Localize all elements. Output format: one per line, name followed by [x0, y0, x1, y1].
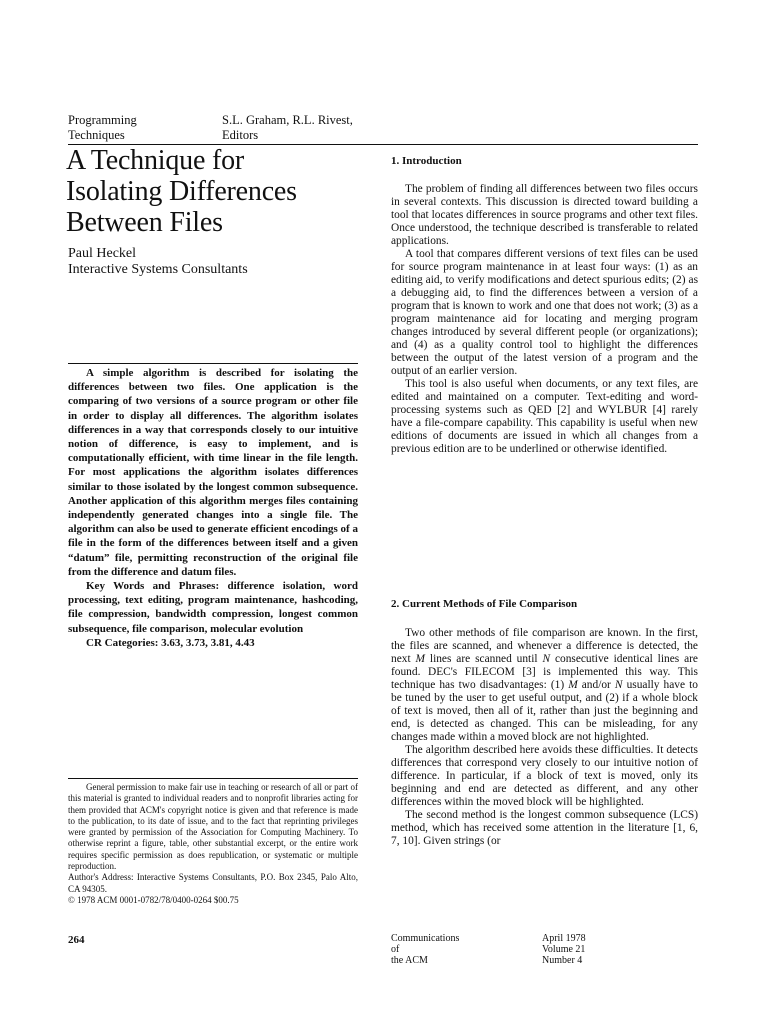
section-line-1: Programming — [68, 113, 137, 127]
issue-date: April 1978 — [542, 933, 586, 944]
intro-paragraph-1: The problem of finding all differences between two files occurs in several contexts. This discussion is directed toward building a tool that locates differences in source programs and other text files. Once understood, the technique described is transferable to related applications. — [391, 183, 698, 247]
page-title — [66, 145, 386, 238]
journal-line-3: the ACM — [391, 955, 428, 966]
journal-name — [391, 933, 459, 966]
intro-paragraph-2: A tool that compares different versions of text files can be used for source program maintenance in at least four ways: (1) as an editing aid, to verify modifications and detect spurious edits; (2) as a debugging aid, to find the differences between a version of a program that is known to work and one that does not work; (3) as a program maintenance aid for locating and merging program changes introduced by several different people (or organizations); and (4) as a quality control tool to highlight the differences between the output of the latest version of a program and the output of an earlier version. — [391, 248, 698, 377]
section-label — [68, 113, 137, 143]
author-block — [68, 246, 248, 278]
author-address: Author's Address: Interactive Systems Consultants, P.O. Box 2345, Palo Alto, CA 94305. — [68, 872, 358, 894]
notice-rule — [68, 778, 358, 779]
copyright-line: © 1978 ACM 0001-0782/78/0400-0264 $00.75 — [68, 894, 239, 905]
permission-text: General permission to make fair use in teaching or research of all or part of this material is granted to individual readers and to nonprofit libraries acting for them provided that ACM's copyright notice is given and that reference is made to the publication, to its date of issue, and to the fact that reprinting privileges were granted by permission of the Association for Computing Machinery. To otherwise reprint a figure, table, other substantial excerpt, or the entire work requires specific permission as does republication, or systematic or multiple reproduction. — [68, 782, 358, 872]
journal-line-1: Communications — [391, 933, 460, 944]
issue-volume: Volume 21 — [542, 944, 586, 955]
section-line-2: Techniques — [68, 128, 125, 142]
permission-notice — [68, 782, 358, 906]
keywords: Key Words and Phrases: difference isolation, word processing, text editing, program maintenance, hashcoding, file compression, bandwidth compression, longest common subsequence, file comparison, molecular evolution — [68, 580, 358, 635]
page-number: 264 — [68, 934, 85, 946]
author-affiliation: Interactive Systems Consultants — [68, 262, 248, 277]
abstract-text: A simple algorithm is described for isolating the differences between two files. One application is the comparing of two versions of a source program or other file in order to display all differences. The algorithm isolates differences in a way that corresponds closely to our intuitive notion of difference, is easy to implement, and is computationally efficient, with time linear in the file length. For most applications the algorithm isolates differences similar to those isolated by the longest common subsequence. Another application of this algorithm merges files containing independently generated changes into a single file. The algorithm can also be used to generate efficient encodings of a file in the form of the differences between itself and a given “datum” file, permitting reconstruction of the original file from the difference and datum files. — [68, 367, 358, 578]
intro-paragraph-3: This tool is also useful when documents, or any text files, are edited and maintained on a computer. Text-editing and word-processing systems such as QED [2] and WYLBUR [4] rarely have a file-compare capability. This capability is useful when new editions of documents are issued in which all changes from a previous edition are to be underlined or otherwise identified. — [391, 378, 698, 455]
abstract — [68, 366, 358, 650]
journal-line-2: of — [391, 944, 400, 955]
intro-heading: 1. Introduction — [391, 155, 462, 167]
issue-number: Number 4 — [542, 955, 583, 966]
issue-info — [542, 933, 586, 966]
title-line-3: Between Files — [66, 207, 223, 238]
author-name: Paul Heckel — [68, 246, 137, 261]
intro-section — [391, 183, 698, 456]
abstract-rule — [68, 363, 358, 364]
editors-label — [222, 113, 353, 143]
methods-paragraph-2: The algorithm described here avoids these difficulties. It detects differences that correspond very closely to our intuitive notion of difference. In particular, if a block of text is moved, only its beginning and end are detected as different, and any other differences within the moved block will be highlighted. — [391, 744, 698, 808]
methods-paragraph-3: The second method is the longest common subsequence (LCS) method, which has received some attention in the literature [1, 6, 7, 10]. Given strings (or — [391, 809, 698, 847]
title-line-1: A Technique for — [66, 145, 245, 176]
cr-categories: CR Categories: 3.63, 3.73, 3.81, 4.43 — [86, 636, 255, 649]
editors-line-2: Editors — [222, 128, 259, 142]
methods-paragraph-1: Two other methods of file comparison are known. In the first, the files are scanned, and whenever a difference is detected, the next M lines are scanned until N consecutive identical lines are found. DEC's FILECOM [3] is implemented this way. This technique has two disadvantages: (1) M and/or N usually have to be tuned by the user to get useful output, and (2) if a whole block of text is moved, then all of it, rather than just the beginning and end, is detected as changed. This can be misleading, for any changes made within a moved block are not highlighted. — [391, 627, 698, 743]
editors-line-1: S.L. Graham, R.L. Rivest, — [222, 113, 353, 127]
methods-section — [391, 627, 698, 848]
title-line-2: Isolating Differences — [66, 176, 297, 207]
methods-heading: 2. Current Methods of File Comparison — [391, 598, 578, 610]
